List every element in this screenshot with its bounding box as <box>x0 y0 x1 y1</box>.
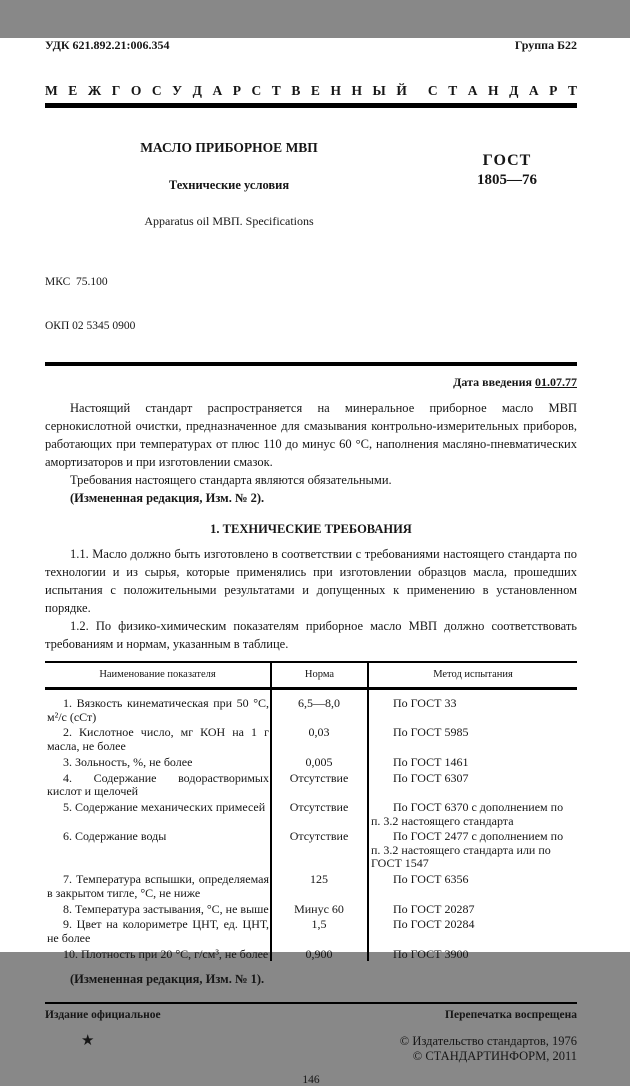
codes-rule <box>45 362 577 366</box>
column-header-name: Наименование показателя <box>45 663 272 687</box>
amendment-note-1: (Измененная редакция, Изм. № 1). <box>70 972 265 987</box>
gost-designation <box>442 152 572 189</box>
document-page <box>0 38 630 1086</box>
table-row-cell: По ГОСТ 3900 <box>393 946 469 961</box>
table-row-cell: По ГОСТ 33 <box>393 696 457 710</box>
table-row-cell: 9. Цвет на колориметре ЦНТ, ед. ЦНТ, не более <box>45 916 272 945</box>
heading-rule <box>45 103 577 108</box>
intro-paragraph: Настоящий стандарт распространяется на минеральное приборное масло МВП сернокислотной очистки, предназначенное для смазывания контрольно-измерительных приборов, работающих при температурах от плюс 110 до минус 60 °С, наполнения масляно-пневматических амортизаторов и при изготовлении смазок. <box>45 401 577 469</box>
footer-rule <box>45 1002 577 1004</box>
gost-label: ГОСТ <box>482 152 532 169</box>
table-row-cell: 2. Кислотное число, мг КОН на 1 г масла, не более <box>45 724 272 753</box>
date-value: 01.07.77 <box>535 375 577 389</box>
star-icon: ★ <box>81 1033 95 1050</box>
section-1-heading: 1. ТЕХНИЧЕСКИЕ ТРЕБОВАНИЯ <box>210 522 412 536</box>
table-row-cell: 6. Содержание воды <box>45 828 272 871</box>
specifications-table <box>45 661 577 963</box>
table-row-cell: 1. Вязкость кинематическая при 50 °С, м²/с (сСт) <box>45 690 272 724</box>
table-row-cell: 0,005 <box>272 754 369 770</box>
table-row-cell: Отсутствие <box>272 828 369 871</box>
footer-copyright-row <box>45 1034 577 1064</box>
table-row-cell: 6,5—8,0 <box>272 690 369 724</box>
table-row-cell: Отсутствие <box>272 769 369 798</box>
mks-code: МКС 75.100 <box>45 276 108 288</box>
table-row-cell: По ГОСТ 6370 с дополнением по п. 3.2 настоящего стандарта <box>371 799 564 828</box>
table-row-cell: 3. Зольность, %, не более <box>45 754 272 770</box>
official-edition-label: Издание официальное <box>45 1009 161 1022</box>
column-header-method: Метод испытания <box>433 669 513 680</box>
okp-code: ОКП 02 5345 0900 <box>45 319 136 332</box>
table-row-cell: 5. Содержание механических примесей <box>45 799 272 828</box>
gost-number: 1805—76 <box>477 172 537 188</box>
table-row-cell: По ГОСТ 2477 с дополнением по п. 3.2 настоящего стандарта или по ГОСТ 1547 <box>371 829 564 871</box>
table-row-cell: 10. Плотность при 20 °С, г/см³, не более <box>45 946 272 962</box>
copyright-block <box>400 1034 577 1064</box>
table-row-cell: Минус 60 <box>272 900 369 916</box>
amendment-note-2: (Измененная редакция, Изм. № 2). <box>70 491 265 505</box>
table-row-cell: По ГОСТ 6356 <box>393 872 469 887</box>
document-subtitle: Технические условия <box>168 178 290 192</box>
table-row-cell: По ГОСТ 5985 <box>393 725 469 740</box>
reprint-prohibited-label: Перепечатка воспрещена <box>445 1009 577 1022</box>
table-header-row <box>45 661 577 690</box>
table-row-cell: По ГОСТ 20284 <box>393 917 475 932</box>
copyright-line-2: © СТАНДАРТИНФОРМ, 2011 <box>412 1049 577 1064</box>
requirements-paragraph: Требования настоящего стандарта являются обязательными. <box>70 473 392 487</box>
title-zone <box>45 134 577 242</box>
footer-legal-row <box>45 1009 577 1021</box>
clause-1-2: 1.2. По физико-химическим показателям приборное масло МВП должно соответствовать требованиям и нормам, указанным в таблице. <box>45 619 577 651</box>
table-row-cell: 8. Температура застывания, °С, не выше <box>45 900 272 916</box>
table-row-cell: 125 <box>272 871 369 900</box>
column-header-norm: Норма <box>272 663 369 687</box>
table-row-cell: По ГОСТ 20287 <box>393 901 475 916</box>
classification-row <box>45 38 577 53</box>
date-label: Дата введения <box>453 375 532 389</box>
group-code: Группа Б22 <box>514 38 577 52</box>
title-block <box>45 134 413 229</box>
table-row-cell: По ГОСТ 1461 <box>393 754 469 769</box>
table-row-cell: 0,900 <box>272 946 369 962</box>
page-number: 146 <box>302 1074 320 1086</box>
codes-block <box>45 246 577 362</box>
table-row-cell: По ГОСТ 6307 <box>393 770 469 785</box>
page-content <box>45 38 577 1086</box>
table-row-cell: 4. Содержание водорастворимых кислот и щелочей <box>45 769 272 798</box>
udk-code: УДК 621.892.21:006.354 <box>45 38 170 52</box>
copyright-line-1: © Издательство стандартов, 1976 <box>399 1034 577 1049</box>
table-row-cell: 0,03 <box>272 724 369 753</box>
clause-1-1: 1.1. Масло должно быть изготовлено в соответствии с требованиями настоящего стандарта по технологии и из сырья, которые применялись при изготовлении образцов масла, прошедших испытания с положительными результатами и допущенных к применению в установленном порядке. <box>45 547 577 615</box>
table-row-cell: Отсутствие <box>272 799 369 828</box>
document-title-english: Apparatus oil МВП. Specifications <box>144 214 314 228</box>
table-row-cell: 7. Температура вспышки, определяемая в закрытом тигле, °С, не ниже <box>45 871 272 900</box>
table-row-cell: 1,5 <box>272 916 369 945</box>
standard-type-heading: М Е Ж Г О С У Д А Р С Т В Е Н Н Ы Й С Т А Н Д А Р Т <box>45 83 577 98</box>
effective-date-row <box>45 375 577 390</box>
document-title: МАСЛО ПРИБОРНОЕ МВП <box>140 140 318 155</box>
table-body <box>45 690 577 963</box>
